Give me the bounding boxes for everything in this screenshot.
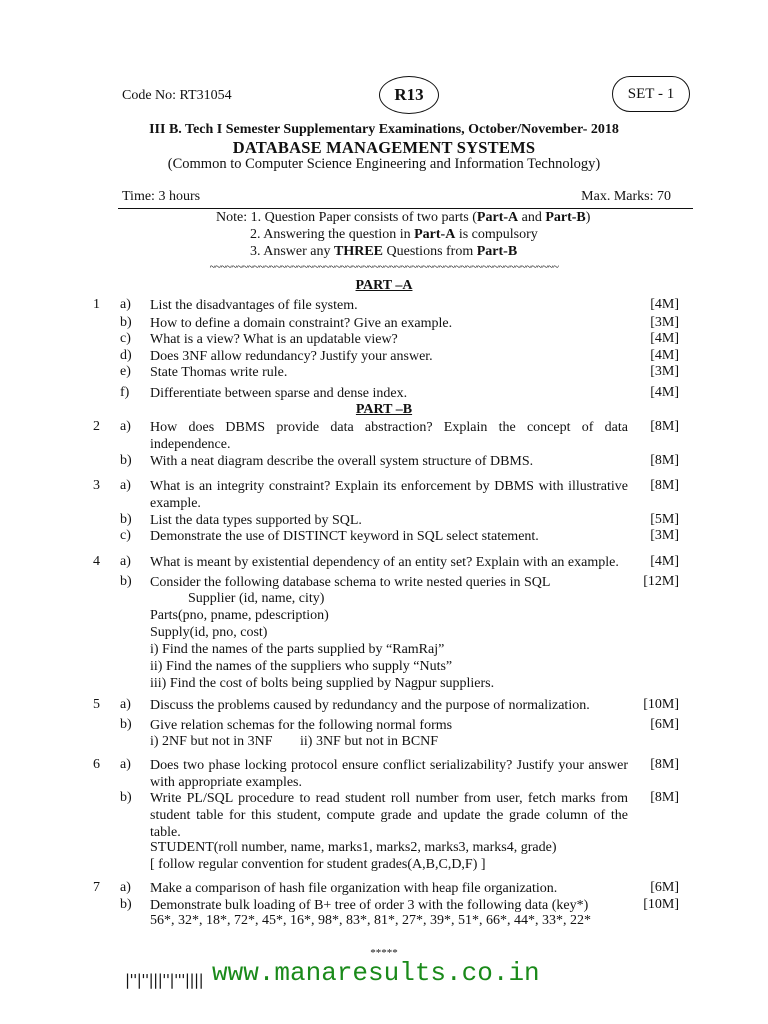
tilde-separator: ~~~~~~~~~~~~~~~~~~~~~~~~~~~~~~~~~~~~~~~~~~~~~~~~~~~~~~~~~~~~~~~~	[209, 261, 559, 273]
question-text: What is meant by existential dependency of an entity set? Explain with an example.	[150, 555, 619, 570]
marks: [10M]	[643, 697, 679, 712]
note-line-3: 3. Answer any THREE Questions from Part-B	[250, 244, 518, 259]
question-text: Write PL/SQL procedure to read student roll number from user, fetch marks from student table for this student, compute grade and update the grade column of the table.	[150, 791, 628, 840]
marks: [12M]	[643, 574, 679, 589]
marks: [8M]	[650, 757, 679, 772]
marks: [3M]	[650, 364, 679, 379]
common-note: (Common to Computer Science Engineering and Information Technology)	[167, 156, 601, 172]
key-data: 56*, 32*, 18*, 72*, 45*, 16*, 98*, 83*, 81*, 27*, 39*, 51*, 66*, 44*, 33*, 22*	[150, 913, 591, 928]
sub-label: f)	[120, 385, 130, 400]
sub-label: c)	[120, 528, 131, 543]
normal-form-item: ii) 3NF but not in BCNF	[300, 734, 439, 749]
question-text: Does two phase locking protocol ensure conflict serializability? Justify your answer with appropriate examples.	[150, 758, 628, 790]
max-marks-label: Max. Marks: 70	[581, 189, 671, 204]
sub-label: b)	[120, 315, 132, 330]
marks: [6M]	[650, 717, 679, 732]
marks: [5M]	[650, 512, 679, 527]
marks: [4M]	[650, 554, 679, 569]
sub-label: a)	[120, 478, 131, 493]
normal-form-item: i) 2NF but not in 3NF	[150, 734, 273, 749]
sub-label: b)	[120, 512, 132, 527]
question-number: 4	[93, 554, 100, 569]
sub-label: b)	[120, 717, 132, 732]
question-text: Does 3NF allow redundancy? Justify your answer.	[150, 349, 433, 364]
question-number: 5	[93, 697, 100, 712]
sub-label: b)	[120, 897, 132, 912]
question-text: Discuss the problems caused by redundancy and the purpose of normalization.	[150, 698, 590, 713]
website-link[interactable]: www.manaresults.co.in	[212, 958, 540, 988]
set-badge: SET - 1	[612, 76, 690, 112]
part-b-heading: PART –B	[355, 402, 413, 417]
sub-label: a)	[120, 297, 131, 312]
subject-title: DATABASE MANAGEMENT SYSTEMS	[232, 138, 536, 157]
marks: [8M]	[650, 790, 679, 805]
sub-label: b)	[120, 790, 132, 805]
marks: [3M]	[650, 528, 679, 543]
query-item: ii) Find the names of the suppliers who supply “Nuts”	[150, 659, 453, 674]
question-text: Demonstrate the use of DISTINCT keyword in SQL select statement.	[150, 529, 539, 544]
student-schema: STUDENT(roll number, name, marks1, marks2, marks3, marks4, grade)	[150, 840, 557, 855]
sub-label: a)	[120, 757, 131, 772]
question-text: Consider the following database schema to write nested queries in SQL	[150, 575, 551, 590]
header-divider	[118, 208, 693, 209]
note-line-2: 2. Answering the question in Part-A is compulsory	[250, 227, 538, 242]
schema-line: Supplier (id, name, city)	[188, 591, 325, 606]
end-stars: *****	[370, 947, 398, 959]
question-text: Differentiate between sparse and dense index.	[150, 386, 408, 401]
question-text: Demonstrate bulk loading of B+ tree of order 3 with the following data (key*)	[150, 898, 589, 913]
marks: [4M]	[650, 331, 679, 346]
sub-label: e)	[120, 364, 131, 379]
question-text: How to define a domain constraint? Give an example.	[150, 316, 453, 331]
marks: [8M]	[650, 419, 679, 434]
sub-label: a)	[120, 880, 131, 895]
grade-convention: [ follow regular convention for student grades(A,B,C,D,F) ]	[150, 857, 486, 872]
question-number: 1	[93, 297, 100, 312]
schema-line: Parts(pno, pname, pdescription)	[150, 608, 329, 623]
exam-title: III B. Tech I Semester Supplementary Examinations, October/November- 2018	[149, 122, 619, 137]
marks: [4M]	[650, 385, 679, 400]
schema-line: Supply(id, pno, cost)	[150, 625, 268, 640]
marks: [8M]	[650, 453, 679, 468]
regulation-badge: R13	[379, 76, 439, 114]
question-number: 7	[93, 880, 100, 895]
marks: [8M]	[650, 478, 679, 493]
question-text: How does DBMS provide data abstraction? Explain the concept of data independence.	[150, 420, 628, 452]
marks: [3M]	[650, 315, 679, 330]
sub-label: a)	[120, 697, 131, 712]
question-text: What is a view? What is an updatable view?	[150, 332, 398, 347]
code-number: Code No: RT31054	[122, 88, 232, 103]
question-text: List the disadvantages of file system.	[150, 298, 358, 313]
question-text: State Thomas write rule.	[150, 365, 288, 380]
question-text: Make a comparison of hash file organization with heap file organization.	[150, 881, 558, 896]
sub-label: a)	[120, 419, 131, 434]
marks: [4M]	[650, 348, 679, 363]
sub-label: b)	[120, 453, 132, 468]
time-label: Time: 3 hours	[122, 189, 201, 204]
part-a-heading: PART –A	[355, 278, 413, 293]
note-line-1: Note: 1. Question Paper consists of two parts (Part-A and Part-B)	[216, 210, 591, 225]
marks: [4M]	[650, 297, 679, 312]
sub-label: d)	[120, 348, 132, 363]
question-text: What is an integrity constraint? Explain its enforcement by DBMS with illustrative example.	[150, 479, 628, 511]
question-number: 6	[93, 757, 100, 772]
query-item: iii) Find the cost of bolts being supplied by Nagpur suppliers.	[150, 676, 495, 691]
sub-label: a)	[120, 554, 131, 569]
sub-label: b)	[120, 574, 132, 589]
marks: [6M]	[650, 880, 679, 895]
barcode: |''|''|||''|'''||||	[125, 971, 204, 989]
marks: [10M]	[643, 897, 679, 912]
question-number: 3	[93, 478, 100, 493]
query-item: i) Find the names of the parts supplied by “RamRaj”	[150, 642, 445, 657]
question-number: 2	[93, 419, 100, 434]
question-text: Give relation schemas for the following normal forms	[150, 718, 453, 733]
question-text: With a neat diagram describe the overall system structure of DBMS.	[150, 454, 534, 469]
question-text: List the data types supported by SQL.	[150, 513, 362, 528]
sub-label: c)	[120, 331, 131, 346]
